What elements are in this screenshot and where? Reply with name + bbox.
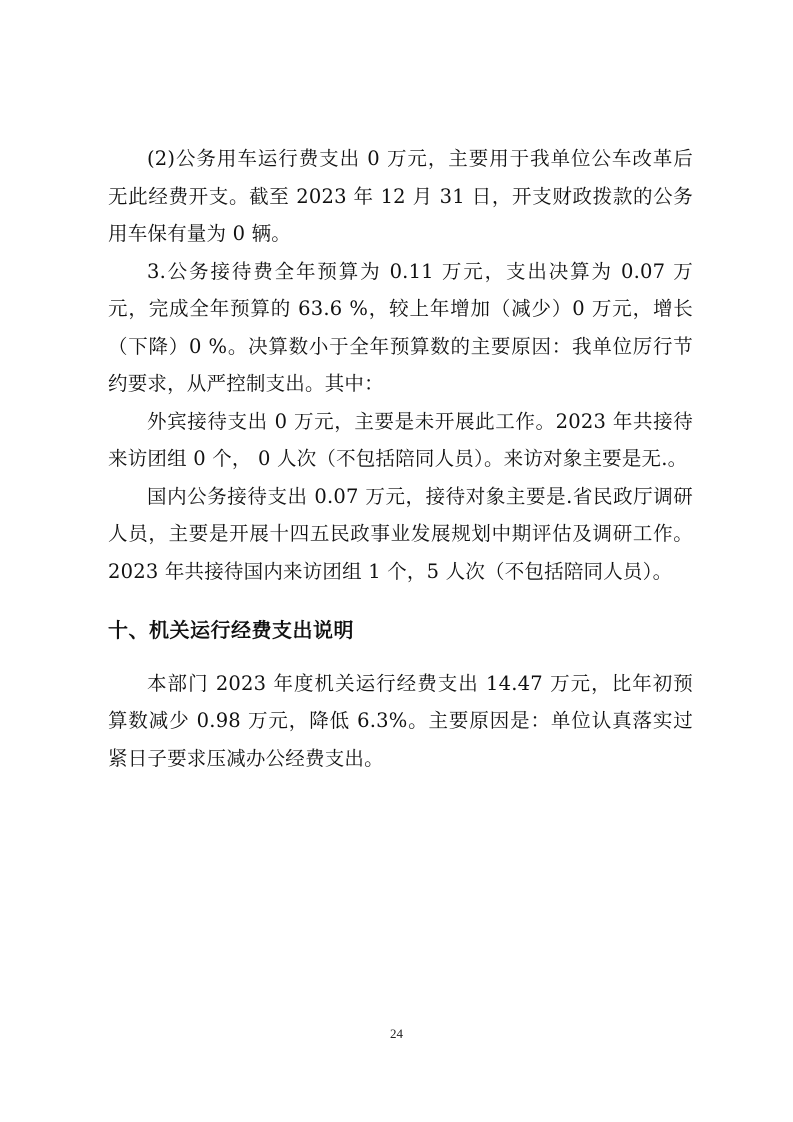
section-heading: 十、机关运行经费支出说明	[108, 618, 354, 642]
paragraph-operating-expenses: 本部门 2023 年度机关运行经费支出 14.47 万元，比年初预算数减少 0.98 万元，降低 6.3%。主要原因是：单位认真落实过紧日子要求压减办公经费支出。	[108, 671, 693, 770]
paragraph-reception-budget: 3.公务接待费全年预算为 0.11 万元，支出决算为 0.07 万元，完成全年预算的 63.6 %，较上年增加（减少）0 万元，增长（下降）0 %。决算数小于全年预算数的主要原因：我单位厉行节约要求，从严控制支出。其中：	[108, 259, 693, 395]
document-page	[108, 140, 693, 777]
paragraph-vehicle-operation: (2)公务用车运行费支出 0 万元，主要用于我单位公车改革后无此经费开支。截至 2023 年 12 月 31 日，开支财政拨款的公务用车保有量为 0 辆。	[108, 147, 693, 245]
paragraph-foreign-reception: 外宾接待支出 0 万元，主要是未开展此工作。2023 年共接待来访团组 0 个， 0 人次（不包括陪同人员）。来访对象主要是无.。	[108, 409, 693, 470]
paragraph-domestic-reception: 国内公务接待支出 0.07 万元，接待对象主要是.省民政厅调研人员，主要是开展十四五民政事业发展规划中期评估及调研工作。2023 年共接待国内来访团组 1 个，5 人次（不包括陪同人员）。	[108, 484, 693, 583]
page-number: 24	[390, 1026, 403, 1041]
